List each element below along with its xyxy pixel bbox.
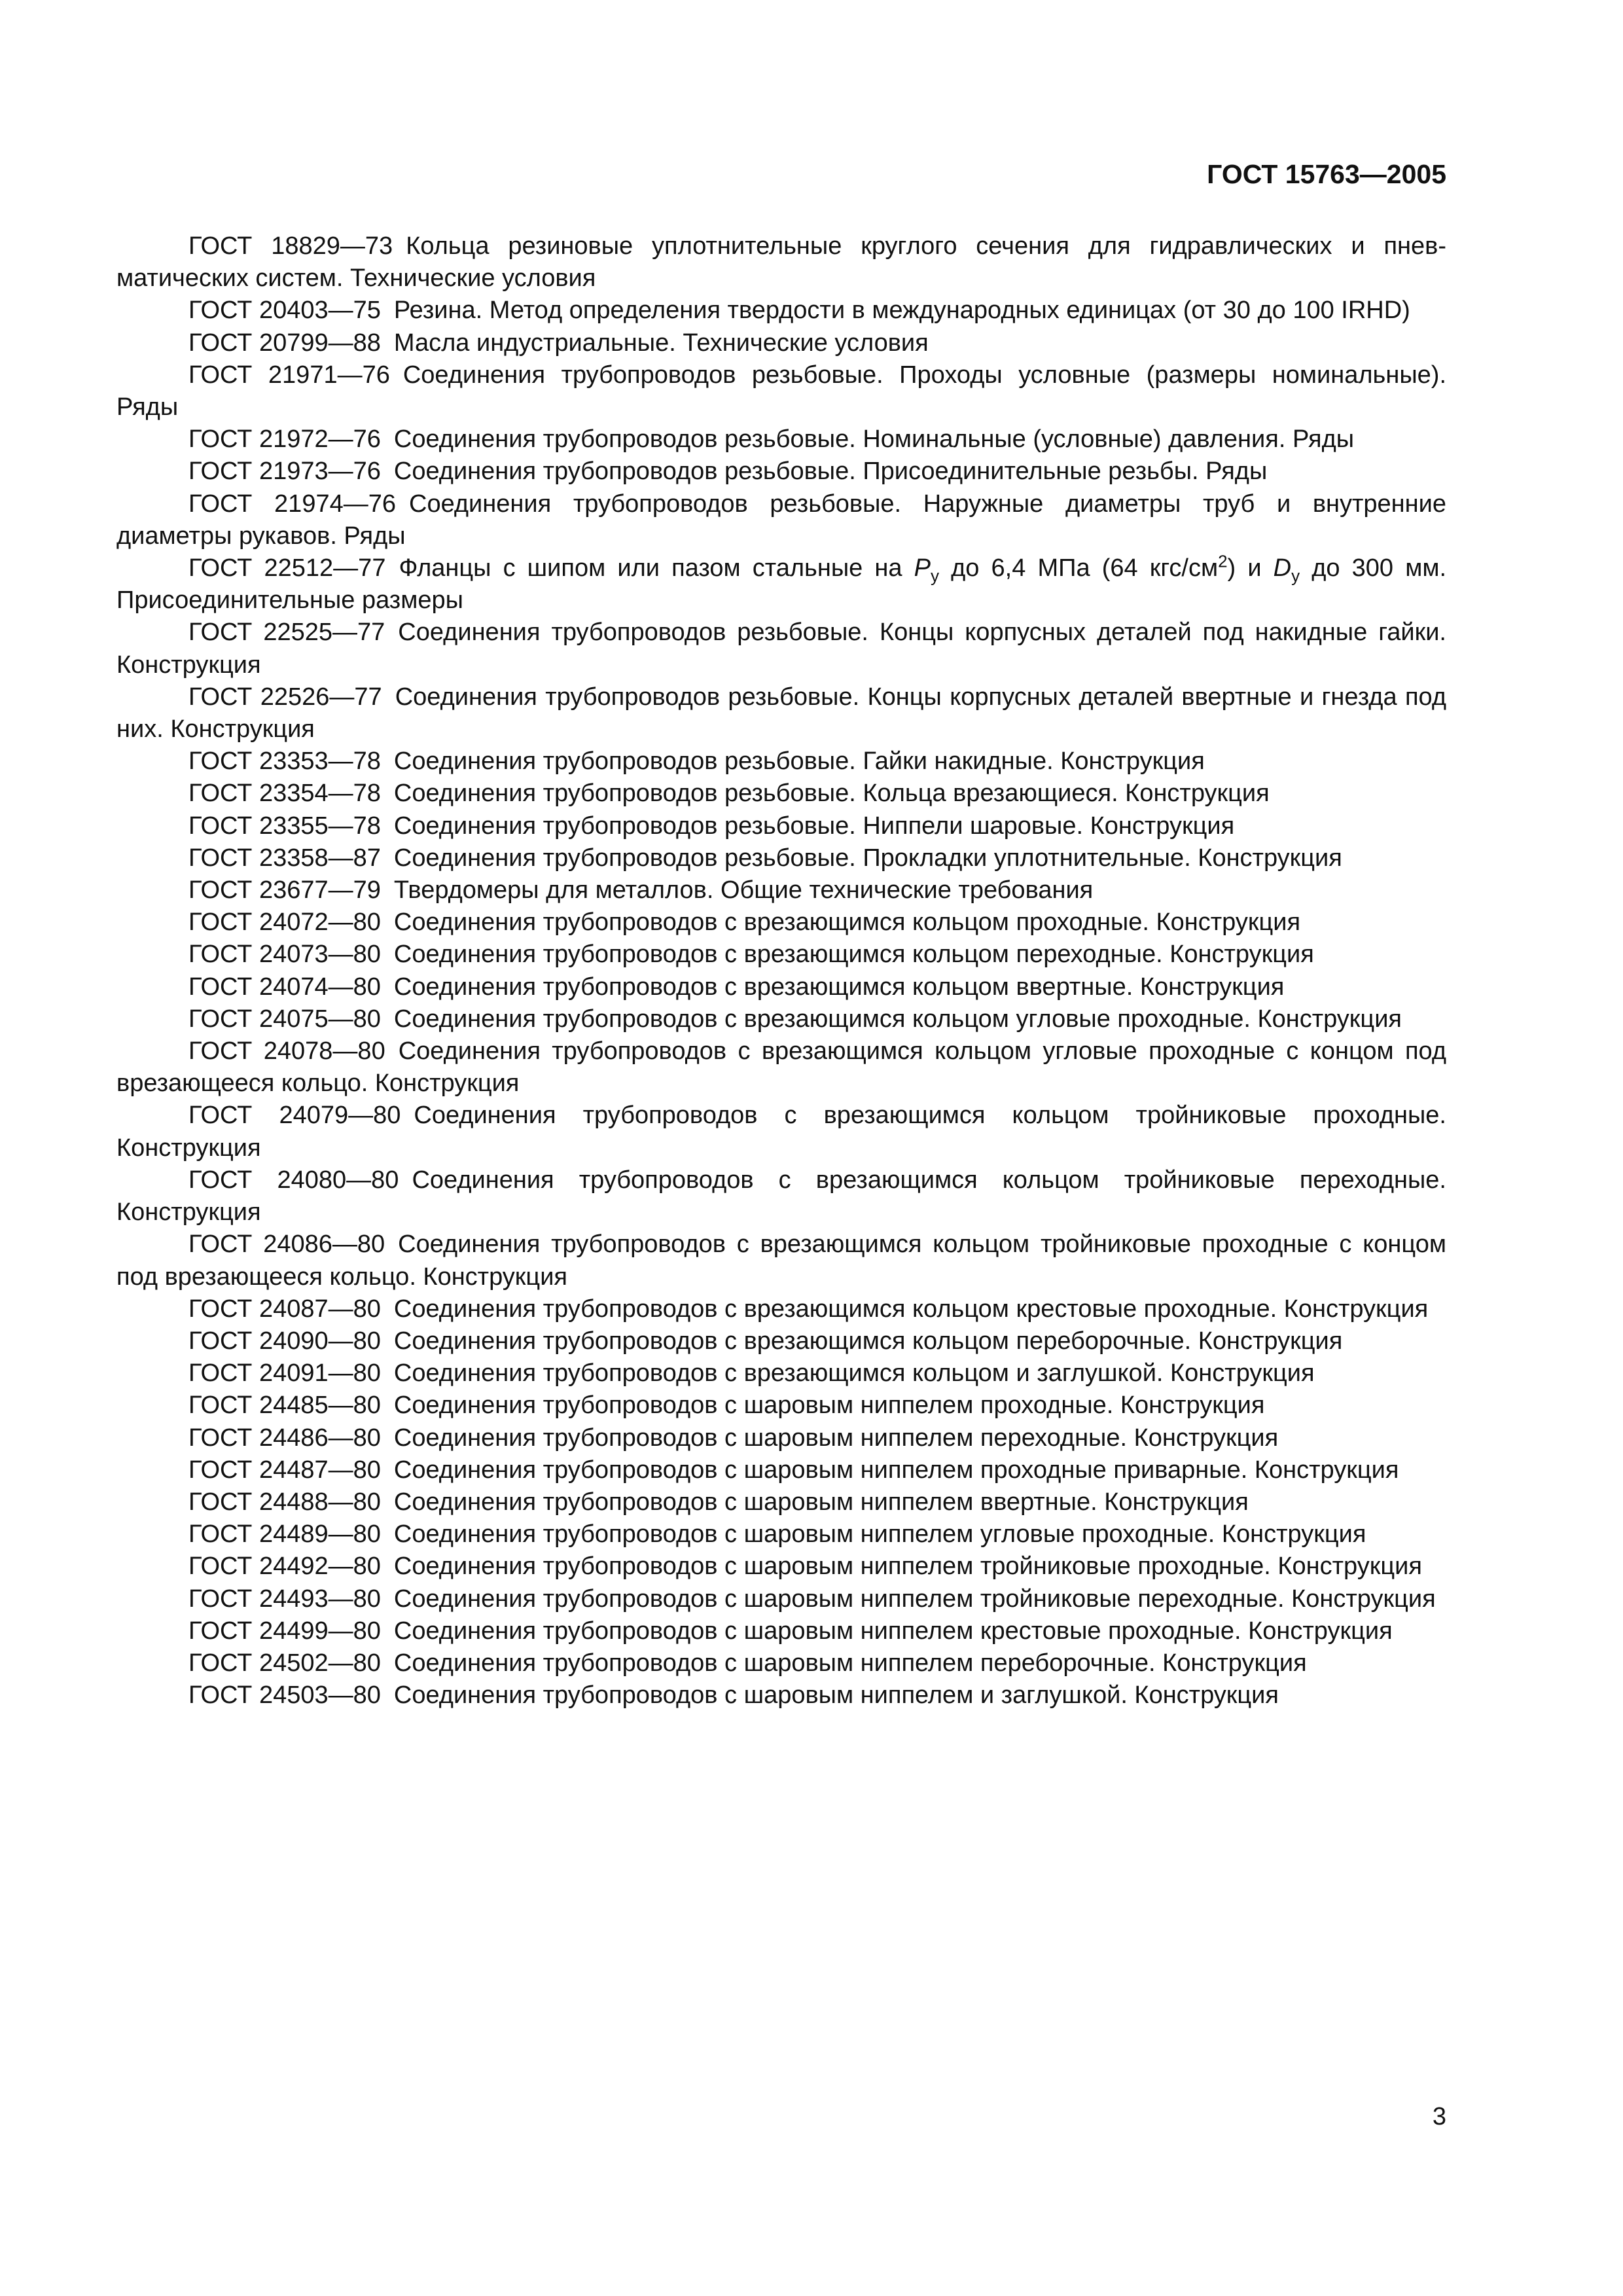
reference-code: ГОСТ 21972—76 xyxy=(188,425,381,454)
reference-title: Резина. Метод определения твердости в международных единицах (от 30 до 100 IRHD) xyxy=(393,296,1410,325)
reference-title: Соединения трубопроводов с шаровым ниппелем переборочные. Конструкция xyxy=(393,1649,1307,1677)
reference-title: Соединения трубопроводов резьбовые. Номинальные (условные) давления. Ряды xyxy=(393,425,1355,454)
reference-title: Соединения трубопроводов с врезающимся кольцом проходные. Конструкция xyxy=(393,908,1301,937)
nominal-pressure-subscript: y xyxy=(930,565,939,586)
units-superscript: 2 xyxy=(1218,551,1228,571)
reference-item xyxy=(116,552,1446,617)
reference-title: Масла индустриальные. Технические условия xyxy=(393,329,929,357)
reference-item xyxy=(116,1486,1446,1518)
reference-code: ГОСТ 24091—80 xyxy=(188,1359,381,1388)
reference-item xyxy=(116,681,1446,745)
reference-item xyxy=(116,842,1446,874)
reference-item xyxy=(116,1518,1446,1551)
reference-code: ГОСТ 22512—77 xyxy=(188,554,386,583)
reference-code: ГОСТ 21973—76 xyxy=(188,457,381,486)
reference-code: ГОСТ 24485—80 xyxy=(188,1391,381,1420)
reference-title: Соединения трубопроводов с врезающимся кольцом тройниковые переходные. Конструкция xyxy=(116,1166,1446,1227)
reference-code: ГОСТ 23353—78 xyxy=(188,747,381,776)
reference-code: ГОСТ 24072—80 xyxy=(188,908,381,937)
reference-title: Соединения трубопроводов с врезающимся кольцом тройниковые проходные с концом под врезающееся кольцо. Конструкция xyxy=(116,1230,1446,1291)
reference-code: ГОСТ 20799—88 xyxy=(188,329,381,357)
reference-item xyxy=(116,874,1446,906)
reference-code: ГОСТ 23677—79 xyxy=(188,876,381,905)
reference-code: ГОСТ 24502—80 xyxy=(188,1649,381,1677)
reference-item xyxy=(116,295,1446,327)
document-header-code: ГОСТ 15763—2005 xyxy=(1207,159,1446,189)
reference-title: Соединения трубопроводов резьбовые. Наружные диаметры труб и внутренние диаметры рукавов. Ряды xyxy=(116,490,1447,550)
reference-title: Соединения трубопроводов резьбовые. Концы корпусных деталей ввертные и гнезда под них. Конструкция xyxy=(116,683,1447,744)
reference-item xyxy=(116,1293,1446,1325)
reference-item xyxy=(116,1357,1446,1390)
page-number: 3 xyxy=(1432,2103,1446,2130)
reference-title: Соединения трубопроводов с шаровым ниппелем угловые проходные. Конструкция xyxy=(393,1520,1366,1549)
reference-title-text: Фланцы с шипом или пазом стальные на xyxy=(399,554,914,583)
nominal-pressure-symbol: P xyxy=(914,554,931,583)
reference-title: Соединения трубопроводов с шаровым ниппелем крестовые проходные. Конструкция xyxy=(393,1617,1393,1645)
reference-code: ГОСТ 23355—78 xyxy=(188,812,381,840)
reference-item xyxy=(116,359,1446,423)
reference-item xyxy=(116,1229,1446,1293)
reference-item xyxy=(116,810,1446,842)
reference-code: ГОСТ 24078—80 xyxy=(188,1037,385,1066)
reference-item xyxy=(116,1583,1446,1615)
reference-item xyxy=(116,1003,1446,1035)
reference-title-text: до 300 мм. Присоединительные размеры xyxy=(116,554,1446,615)
reference-code: ГОСТ 24073—80 xyxy=(188,941,381,969)
reference-code: ГОСТ 24487—80 xyxy=(188,1456,381,1484)
reference-title-text: ) и xyxy=(1227,554,1274,583)
reference-title: Соединения трубопроводов с шаровым ниппелем ввертные. Конструкция xyxy=(393,1488,1249,1516)
reference-code: ГОСТ 24488—80 xyxy=(188,1488,381,1516)
reference-item xyxy=(116,939,1446,971)
reference-item xyxy=(116,906,1446,939)
reference-item xyxy=(116,423,1446,456)
reference-item xyxy=(116,456,1446,488)
nominal-diameter-subscript: y xyxy=(1291,565,1300,586)
reference-title: Соединения трубопроводов резьбовые. Концы корпусных деталей под накидные гайки. Конструкция xyxy=(116,619,1446,679)
reference-title: Соединения трубопроводов резьбовые. Присоединительные резьбы. Ряды xyxy=(393,457,1268,486)
reference-code: ГОСТ 24499—80 xyxy=(188,1617,381,1645)
reference-item xyxy=(116,1035,1446,1100)
reference-code: ГОСТ 22525—77 xyxy=(188,619,385,647)
nominal-diameter-symbol: D xyxy=(1273,554,1292,583)
reference-title: Соединения трубопроводов резьбовые. Гайки накидные. Конструкция xyxy=(393,747,1205,776)
reference-code: ГОСТ 24075—80 xyxy=(188,1005,381,1033)
reference-code: ГОСТ 24503—80 xyxy=(188,1681,381,1710)
reference-item xyxy=(116,1390,1446,1422)
reference-code: ГОСТ 24492—80 xyxy=(188,1552,381,1581)
reference-code: ГОСТ 24079—80 xyxy=(188,1102,401,1130)
reference-code: ГОСТ 21974—76 xyxy=(188,490,396,518)
reference-code: ГОСТ 24486—80 xyxy=(188,1424,381,1452)
reference-item xyxy=(116,745,1446,778)
reference-item xyxy=(116,1100,1446,1164)
reference-item xyxy=(116,1422,1446,1454)
reference-title: Соединения трубопроводов резьбовые. Ниппели шаровые. Конструкция xyxy=(393,812,1235,840)
reference-item xyxy=(116,1647,1446,1679)
reference-title: Соединения трубопроводов резьбовые. Прокладки уплотнительные. Конструкция xyxy=(393,844,1342,872)
reference-item xyxy=(116,617,1446,681)
reference-item xyxy=(116,1679,1446,1712)
normative-references-list xyxy=(116,230,1446,1712)
reference-title: Соединения трубопроводов с шаровым ниппелем переходные. Конструкция xyxy=(393,1424,1279,1452)
reference-code: ГОСТ 24087—80 xyxy=(188,1295,381,1323)
reference-title: Соединения трубопроводов резьбовые. Проходы условные (размеры номинальные). Ряды xyxy=(116,361,1447,422)
reference-code: ГОСТ 21971—76 xyxy=(188,361,390,389)
reference-title: Соединения трубопроводов с шаровым ниппелем тройниковые проходные. Конструкция xyxy=(393,1552,1422,1581)
reference-code: ГОСТ 20403—75 xyxy=(188,296,381,325)
reference-title: Соединения трубопроводов с врезающимся кольцом ввертные. Конструкция xyxy=(393,973,1285,1001)
reference-title: Соединения трубопроводов с шаровым ниппелем тройниковые переходные. Конструкция xyxy=(393,1585,1436,1613)
reference-item xyxy=(116,230,1446,295)
reference-item xyxy=(116,971,1446,1003)
reference-item xyxy=(116,1454,1446,1486)
reference-title: Соединения трубопроводов с шаровым ниппелем проходные. Конструкция xyxy=(393,1391,1265,1420)
reference-item xyxy=(116,327,1446,359)
reference-title: Соединения трубопроводов с врезающимся кольцом тройниковые проходные. Конструкция xyxy=(116,1102,1446,1162)
reference-title: Соединения трубопроводов с шаровым ниппелем и заглушкой. Конструкция xyxy=(393,1681,1279,1710)
reference-item xyxy=(116,1325,1446,1357)
reference-title: Кольца резиновые уплотнительные круглого сечения для гидравлических и пневматических систем. Технические условия xyxy=(116,232,1446,293)
reference-item xyxy=(116,488,1446,552)
reference-title: Соединения трубопроводов с шаровым ниппелем проходные приварные. Конструкция xyxy=(393,1456,1399,1484)
reference-title-text: до 6,4 МПа (64 кгс/см xyxy=(938,554,1219,583)
reference-item xyxy=(116,1164,1446,1229)
reference-title: Соединения трубопроводов с врезающимся кольцом переборочные. Конструкция xyxy=(393,1327,1343,1355)
reference-code: ГОСТ 23358—87 xyxy=(188,844,381,872)
reference-item xyxy=(116,1551,1446,1583)
reference-code: ГОСТ 24074—80 xyxy=(188,973,381,1001)
reference-code: ГОСТ 24489—80 xyxy=(188,1520,381,1549)
reference-code: ГОСТ 24493—80 xyxy=(188,1585,381,1613)
reference-item xyxy=(116,1615,1446,1647)
reference-title: Соединения трубопроводов резьбовые. Кольца врезающиеся. Конструкция xyxy=(393,780,1270,808)
reference-code: ГОСТ 22526—77 xyxy=(188,683,382,711)
reference-code: ГОСТ 24086—80 xyxy=(188,1230,385,1259)
reference-code: ГОСТ 23354—78 xyxy=(188,780,381,808)
reference-title: Соединения трубопроводов с врезающимся кольцом угловые проходные. Конструкция xyxy=(393,1005,1402,1033)
reference-title: Твердомеры для металлов. Общие технические требования xyxy=(393,876,1094,905)
reference-title: Соединения трубопроводов с врезающимся кольцом переходные. Конструкция xyxy=(393,941,1314,969)
reference-item xyxy=(116,778,1446,810)
reference-code: ГОСТ 24080—80 xyxy=(188,1166,399,1194)
reference-title: Соединения трубопроводов с врезающимся кольцом угловые проходные с концом под врезающееся кольцо. Конструкция xyxy=(116,1037,1447,1098)
reference-code: ГОСТ 18829—73 xyxy=(188,232,393,260)
reference-code: ГОСТ 24090—80 xyxy=(188,1327,381,1355)
reference-title: Соединения трубопроводов с врезающимся кольцом и заглушкой. Конструкция xyxy=(393,1359,1315,1388)
reference-title: Соединения трубопроводов с врезающимся кольцом крестовые проходные. Конструкция xyxy=(393,1295,1429,1323)
